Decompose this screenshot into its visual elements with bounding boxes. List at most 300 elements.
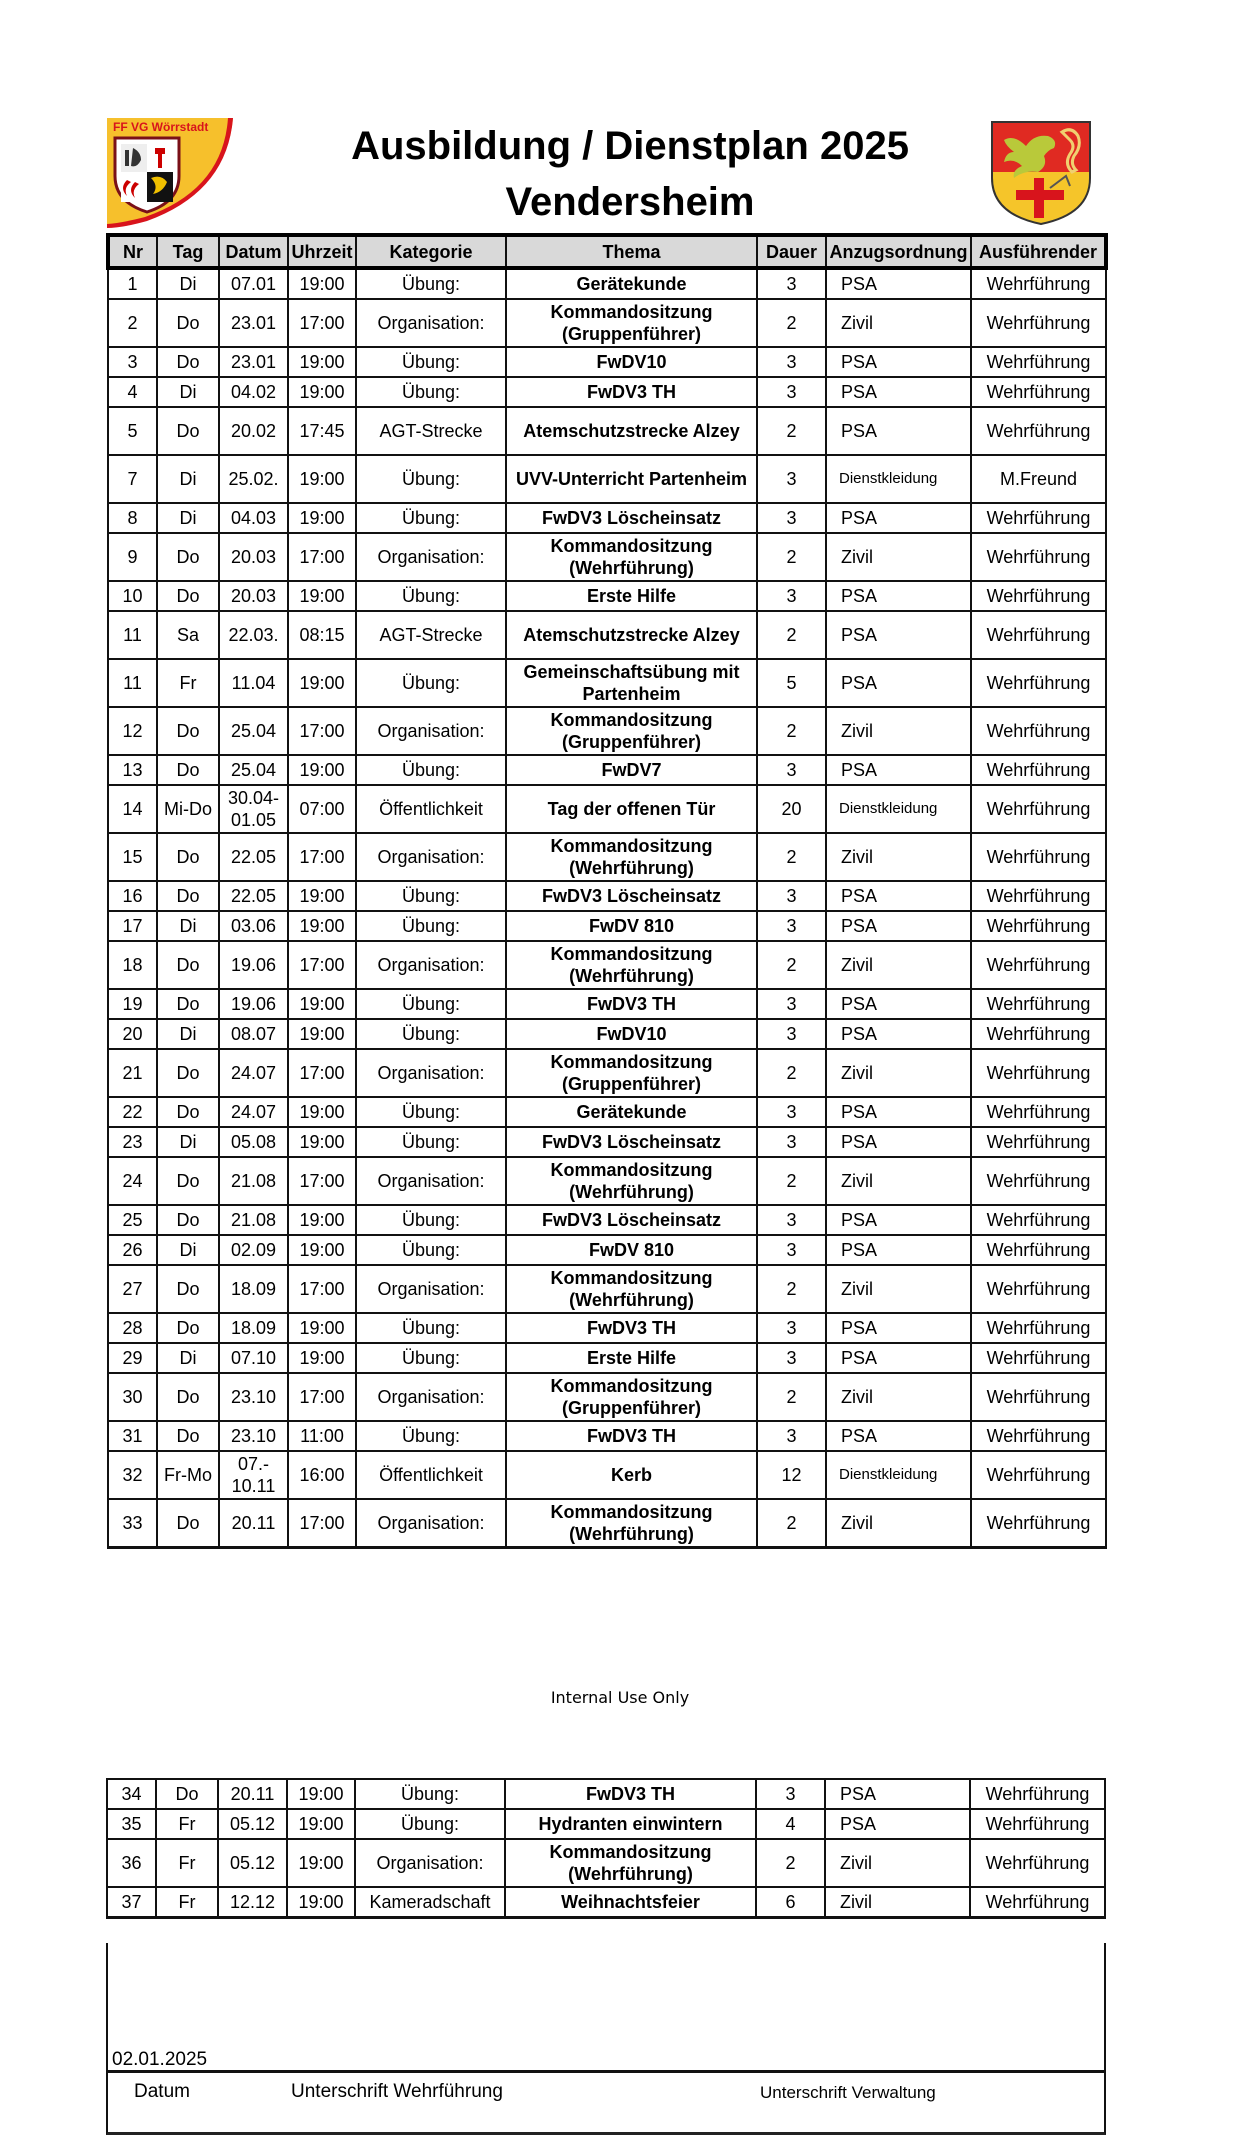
cell-tag: Do <box>157 1499 219 1548</box>
cell-dauer: 3 <box>757 1421 826 1451</box>
cell-ausfuehrender: Wehrführung <box>971 347 1106 377</box>
cell-datum: 07.10 <box>219 1343 288 1373</box>
cell-kategorie: Organisation: <box>356 1049 506 1097</box>
cell-ausfuehrender: Wehrführung <box>971 833 1106 881</box>
cell-datum: 19.06 <box>219 989 288 1019</box>
cell-uhrzeit: 19:00 <box>288 881 356 911</box>
cell-thema: FwDV3 TH <box>506 989 757 1019</box>
cell-nr: 9 <box>108 533 157 581</box>
cell-ausfuehrender: Wehrführung <box>971 941 1106 989</box>
cell-dauer: 2 <box>756 1839 825 1887</box>
cell-ausfuehrender: Wehrführung <box>971 1343 1106 1373</box>
schedule-table-continued <box>106 1778 1106 1919</box>
cell-nr: 8 <box>108 503 157 533</box>
cell-thema: Erste Hilfe <box>506 581 757 611</box>
cell-tag: Do <box>157 989 219 1019</box>
cell-kategorie: Übung: <box>356 1343 506 1373</box>
cell-ausfuehrender: Wehrführung <box>971 1097 1106 1127</box>
cell-ausfuehrender: Wehrführung <box>971 1127 1106 1157</box>
cell-anzugsordnung: Zivil <box>826 833 971 881</box>
cell-dauer: 3 <box>757 881 826 911</box>
cell-dauer: 3 <box>757 911 826 941</box>
cell-nr: 13 <box>108 755 157 785</box>
cell-nr: 31 <box>108 1421 157 1451</box>
cell-dauer: 2 <box>757 941 826 989</box>
cell-kategorie: Übung: <box>356 377 506 407</box>
cell-ausfuehrender: Wehrführung <box>971 1451 1106 1499</box>
cell-thema: FwDV3 TH <box>506 1421 757 1451</box>
cell-nr: 23 <box>108 1127 157 1157</box>
cell-uhrzeit: 19:00 <box>288 1235 356 1265</box>
cell-kategorie: Öffentlichkeit <box>356 1451 506 1499</box>
cell-datum: 20.11 <box>219 1499 288 1548</box>
cell-anzugsordnung: Zivil <box>826 1049 971 1097</box>
cell-uhrzeit: 17:00 <box>288 1373 356 1421</box>
cell-thema: Kommandositzung (Wehrführung) <box>506 941 757 989</box>
schedule-table-continued-body <box>107 1779 1105 1918</box>
cell-kategorie: Übung: <box>356 347 506 377</box>
table-row <box>108 1097 1106 1127</box>
table-row <box>108 1499 1106 1548</box>
cell-thema: FwDV3 Löscheinsatz <box>506 1127 757 1157</box>
cell-anzugsordnung: PSA <box>826 581 971 611</box>
cell-ausfuehrender: Wehrführung <box>971 1049 1106 1097</box>
cell-ausfuehrender: Wehrführung <box>971 503 1106 533</box>
cell-ausfuehrender: Wehrführung <box>971 611 1106 659</box>
cell-anzugsordnung: PSA <box>825 1809 970 1839</box>
cell-datum: 20.03 <box>219 581 288 611</box>
cell-dauer: 12 <box>757 1451 826 1499</box>
signature-line <box>108 2070 1104 2073</box>
cell-uhrzeit: 19:00 <box>288 347 356 377</box>
cell-datum: 11.04 <box>219 659 288 707</box>
cell-anzugsordnung: PSA <box>826 659 971 707</box>
cell-tag: Do <box>157 1421 219 1451</box>
cell-dauer: 20 <box>757 785 826 833</box>
cell-kategorie: Übung: <box>356 881 506 911</box>
cell-thema: Kommandositzung (Wehrführung) <box>506 833 757 881</box>
cell-anzugsordnung: Zivil <box>826 1373 971 1421</box>
column-header-datum: Datum <box>219 235 288 268</box>
cell-datum: 04.02 <box>219 377 288 407</box>
cell-thema: Kommandositzung (Wehrführung) <box>505 1839 756 1887</box>
cell-thema: FwDV7 <box>506 755 757 785</box>
cell-nr: 33 <box>108 1499 157 1548</box>
table-row <box>108 407 1106 455</box>
cell-uhrzeit: 19:00 <box>288 1313 356 1343</box>
cell-dauer: 2 <box>757 1265 826 1313</box>
cell-kategorie: Organisation: <box>356 941 506 989</box>
cell-dauer: 2 <box>757 611 826 659</box>
cell-dauer: 2 <box>757 1157 826 1205</box>
table-row <box>108 347 1106 377</box>
cell-dauer: 3 <box>757 347 826 377</box>
cell-tag: Fr <box>156 1887 218 1918</box>
cell-anzugsordnung: PSA <box>826 1313 971 1343</box>
cell-dauer: 2 <box>757 1373 826 1421</box>
cell-nr: 29 <box>108 1343 157 1373</box>
cell-datum: 23.01 <box>219 347 288 377</box>
cell-anzugsordnung: PSA <box>826 881 971 911</box>
cell-tag: Di <box>157 503 219 533</box>
cell-ausfuehrender: Wehrführung <box>970 1887 1105 1918</box>
cell-nr: 25 <box>108 1205 157 1235</box>
column-header-nr: Nr <box>108 235 157 268</box>
cell-uhrzeit: 17:00 <box>288 1499 356 1548</box>
cell-thema: Kommandositzung (Gruppenführer) <box>506 1373 757 1421</box>
cell-thema: FwDV3 Löscheinsatz <box>506 1205 757 1235</box>
cell-nr: 1 <box>108 268 157 299</box>
cell-kategorie: Organisation: <box>356 707 506 755</box>
cell-uhrzeit: 19:00 <box>288 989 356 1019</box>
cell-tag: Fr <box>156 1809 218 1839</box>
cell-tag: Do <box>157 707 219 755</box>
cell-nr: 14 <box>108 785 157 833</box>
cell-ausfuehrender: Wehrführung <box>971 1265 1106 1313</box>
cell-kategorie: Übung: <box>355 1809 505 1839</box>
cell-nr: 37 <box>107 1887 156 1918</box>
cell-kategorie: Organisation: <box>356 1265 506 1313</box>
cell-uhrzeit: 17:00 <box>288 1265 356 1313</box>
cell-ausfuehrender: Wehrführung <box>971 785 1106 833</box>
cell-ausfuehrender: Wehrführung <box>971 881 1106 911</box>
cell-tag: Sa <box>157 611 219 659</box>
cell-dauer: 3 <box>757 755 826 785</box>
column-header-kategorie: Kategorie <box>356 235 506 268</box>
cell-tag: Mi-Do <box>157 785 219 833</box>
cell-datum: 07.01 <box>219 268 288 299</box>
cell-datum: 05.12 <box>218 1839 287 1887</box>
cell-thema: Kommandositzung (Wehrführung) <box>506 1157 757 1205</box>
cell-kategorie: Organisation: <box>356 299 506 347</box>
cell-uhrzeit: 19:00 <box>287 1779 355 1809</box>
cell-dauer: 4 <box>756 1809 825 1839</box>
cell-anzugsordnung: PSA <box>826 377 971 407</box>
cell-anzugsordnung: PSA <box>826 1127 971 1157</box>
cell-uhrzeit: 17:45 <box>288 407 356 455</box>
cell-dauer: 2 <box>757 407 826 455</box>
cell-kategorie: Übung: <box>356 1313 506 1343</box>
cell-datum: 25.04 <box>219 707 288 755</box>
label-signature-verwaltung: Unterschrift Verwaltung <box>760 2083 936 2102</box>
table-row <box>108 1049 1106 1097</box>
cell-ausfuehrender: Wehrführung <box>971 911 1106 941</box>
cell-kategorie: Organisation: <box>356 833 506 881</box>
cell-dauer: 3 <box>757 1343 826 1373</box>
column-header-uhrzeit: Uhrzeit <box>288 235 356 268</box>
municipal-coat-of-arms <box>988 118 1098 228</box>
table-row <box>107 1839 1105 1887</box>
cell-datum: 21.08 <box>219 1157 288 1205</box>
cell-uhrzeit: 19:00 <box>288 1205 356 1235</box>
cell-datum: 18.09 <box>219 1313 288 1343</box>
cell-kategorie: Übung: <box>356 659 506 707</box>
table-row <box>108 1313 1106 1343</box>
cell-kategorie: Kameradschaft <box>355 1887 505 1918</box>
cell-thema: Gerätekunde <box>506 268 757 299</box>
cell-tag: Di <box>157 1019 219 1049</box>
cell-anzugsordnung: Zivil <box>826 1499 971 1548</box>
cell-ausfuehrender: Wehrführung <box>971 989 1106 1019</box>
column-header-thema: Thema <box>506 235 757 268</box>
cell-tag: Di <box>157 1235 219 1265</box>
cell-datum: 05.08 <box>219 1127 288 1157</box>
cell-tag: Do <box>157 1049 219 1097</box>
table-header-row <box>108 235 1106 268</box>
cell-uhrzeit: 19:00 <box>288 268 356 299</box>
cell-thema: Erste Hilfe <box>506 1343 757 1373</box>
cell-ausfuehrender: Wehrführung <box>970 1779 1105 1809</box>
table-row <box>108 659 1106 707</box>
cell-anzugsordnung: Zivil <box>826 1265 971 1313</box>
cell-uhrzeit: 17:00 <box>288 707 356 755</box>
cell-kategorie: Öffentlichkeit <box>356 785 506 833</box>
cell-dauer: 2 <box>757 299 826 347</box>
cell-uhrzeit: 19:00 <box>288 1127 356 1157</box>
table-row <box>108 707 1106 755</box>
cell-datum: 18.09 <box>219 1265 288 1313</box>
cell-kategorie: Übung: <box>356 581 506 611</box>
cell-ausfuehrender: Wehrführung <box>971 1157 1106 1205</box>
table-row <box>108 1421 1106 1451</box>
cell-dauer: 3 <box>757 989 826 1019</box>
cell-thema: Kommandositzung (Gruppenführer) <box>506 299 757 347</box>
cell-dauer: 3 <box>756 1779 825 1809</box>
column-header-tag: Tag <box>157 235 219 268</box>
cell-thema: Hydranten einwintern <box>505 1809 756 1839</box>
cell-kategorie: Übung: <box>356 503 506 533</box>
cell-kategorie: Übung: <box>356 1127 506 1157</box>
cell-anzugsordnung: PSA <box>826 1019 971 1049</box>
cell-uhrzeit: 17:00 <box>288 1157 356 1205</box>
cell-anzugsordnung: PSA <box>826 1205 971 1235</box>
cell-dauer: 2 <box>757 1499 826 1548</box>
cell-datum: 22.05 <box>219 881 288 911</box>
cell-kategorie: Übung: <box>356 268 506 299</box>
cell-nr: 15 <box>108 833 157 881</box>
cell-tag: Do <box>156 1779 218 1809</box>
cell-dauer: 5 <box>757 659 826 707</box>
cell-kategorie: Organisation: <box>356 1373 506 1421</box>
cell-nr: 10 <box>108 581 157 611</box>
cell-ausfuehrender: Wehrführung <box>971 299 1106 347</box>
cell-nr: 26 <box>108 1235 157 1265</box>
cell-tag: Do <box>157 1205 219 1235</box>
cell-ausfuehrender: Wehrführung <box>971 407 1106 455</box>
cell-datum: 08.07 <box>219 1019 288 1049</box>
cell-tag: Do <box>157 755 219 785</box>
cell-anzugsordnung: PSA <box>826 611 971 659</box>
table-row <box>108 1265 1106 1313</box>
cell-dauer: 3 <box>757 1235 826 1265</box>
table-row <box>108 455 1106 503</box>
cell-nr: 34 <box>107 1779 156 1809</box>
cell-thema: Kerb <box>506 1451 757 1499</box>
cell-uhrzeit: 19:00 <box>288 911 356 941</box>
table-row <box>108 1157 1106 1205</box>
schedule-table <box>106 233 1108 1549</box>
table-row <box>108 1343 1106 1373</box>
internal-use-note: Internal Use Only <box>550 1688 690 1707</box>
cell-tag: Fr-Mo <box>157 1451 219 1499</box>
cell-anzugsordnung: PSA <box>825 1779 970 1809</box>
cell-kategorie: Übung: <box>355 1779 505 1809</box>
cell-uhrzeit: 11:00 <box>288 1421 356 1451</box>
cell-ausfuehrender: Wehrführung <box>971 1235 1106 1265</box>
cell-ausfuehrender: Wehrführung <box>971 659 1106 707</box>
cell-datum: 07.- 10.11 <box>219 1451 288 1499</box>
cell-datum: 24.07 <box>219 1049 288 1097</box>
label-date: Datum <box>134 2081 190 2102</box>
cell-thema: Tag der offenen Tür <box>506 785 757 833</box>
cell-nr: 22 <box>108 1097 157 1127</box>
table-row <box>108 755 1106 785</box>
table-row <box>108 881 1106 911</box>
cell-ausfuehrender: Wehrführung <box>971 581 1106 611</box>
issue-date: 02.01.2025 <box>112 2049 208 2070</box>
cell-thema: FwDV3 TH <box>506 1313 757 1343</box>
cell-uhrzeit: 19:00 <box>288 659 356 707</box>
cell-kategorie: Organisation: <box>355 1839 505 1887</box>
cell-datum: 30.04- 01.05 <box>219 785 288 833</box>
cell-anzugsordnung: Dienstkleidung <box>826 785 971 833</box>
cell-uhrzeit: 19:00 <box>288 1019 356 1049</box>
column-header-dauer: Dauer <box>757 235 826 268</box>
cell-uhrzeit: 07:00 <box>288 785 356 833</box>
cell-kategorie: Übung: <box>356 1205 506 1235</box>
cell-dauer: 3 <box>757 455 826 503</box>
cell-nr: 16 <box>108 881 157 911</box>
fire-brigade-crest-icon <box>107 118 243 228</box>
cell-kategorie: Übung: <box>356 911 506 941</box>
cell-anzugsordnung: PSA <box>826 1421 971 1451</box>
table-row <box>108 611 1106 659</box>
cell-uhrzeit: 19:00 <box>287 1887 355 1918</box>
cell-tag: Do <box>157 1097 219 1127</box>
cell-anzugsordnung: PSA <box>826 347 971 377</box>
cell-thema: Weihnachtsfeier <box>505 1887 756 1918</box>
cell-thema: Gemeinschaftsübung mit Partenheim <box>506 659 757 707</box>
cell-dauer: 2 <box>757 533 826 581</box>
cell-anzugsordnung: PSA <box>826 1343 971 1373</box>
cell-ausfuehrender: Wehrführung <box>971 377 1106 407</box>
cell-ausfuehrender: Wehrführung <box>971 1019 1106 1049</box>
column-header-anzugsordnung: Anzugsordnung <box>826 235 971 268</box>
cell-datum: 25.02. <box>219 455 288 503</box>
cell-thema: Gerätekunde <box>506 1097 757 1127</box>
cell-datum: 12.12 <box>218 1887 287 1918</box>
cell-tag: Fr <box>157 659 219 707</box>
cell-anzugsordnung: PSA <box>826 503 971 533</box>
cell-nr: 7 <box>108 455 157 503</box>
cell-thema: FwDV10 <box>506 1019 757 1049</box>
cell-nr: 24 <box>108 1157 157 1205</box>
cell-dauer: 3 <box>757 268 826 299</box>
table-row <box>108 1373 1106 1421</box>
table-row <box>107 1809 1105 1839</box>
cell-thema: FwDV 810 <box>506 1235 757 1265</box>
cell-kategorie: Organisation: <box>356 533 506 581</box>
cell-thema: FwDV3 Löscheinsatz <box>506 503 757 533</box>
cell-dauer: 2 <box>757 1049 826 1097</box>
cell-tag: Do <box>157 833 219 881</box>
cell-nr: 21 <box>108 1049 157 1097</box>
cell-tag: Di <box>157 377 219 407</box>
table-row <box>108 1019 1106 1049</box>
cell-uhrzeit: 17:00 <box>288 941 356 989</box>
page-title: Ausbildung / Dienstplan 2025 <box>351 124 909 168</box>
cell-datum: 22.03. <box>219 611 288 659</box>
signature-box <box>106 1943 1106 2135</box>
cell-anzugsordnung: Zivil <box>826 299 971 347</box>
table-row <box>108 1451 1106 1499</box>
cell-thema: FwDV 810 <box>506 911 757 941</box>
cell-dauer: 2 <box>757 833 826 881</box>
cell-thema: Kommandositzung (Gruppenführer) <box>506 707 757 755</box>
cell-anzugsordnung: Zivil <box>826 941 971 989</box>
cell-thema: Atemschutzstrecke Alzey <box>506 407 757 455</box>
cell-uhrzeit: 16:00 <box>288 1451 356 1499</box>
cell-anzugsordnung: Zivil <box>826 707 971 755</box>
cell-datum: 23.10 <box>219 1421 288 1451</box>
cell-tag: Do <box>157 941 219 989</box>
cell-thema: FwDV3 Löscheinsatz <box>506 881 757 911</box>
cell-uhrzeit: 19:00 <box>288 581 356 611</box>
cell-dauer: 3 <box>757 377 826 407</box>
cell-uhrzeit: 17:00 <box>288 1049 356 1097</box>
cell-tag: Do <box>157 407 219 455</box>
cell-anzugsordnung: Dienstkleidung <box>826 455 971 503</box>
cell-kategorie: Übung: <box>356 455 506 503</box>
cell-nr: 36 <box>107 1839 156 1887</box>
table-row <box>108 503 1106 533</box>
cell-nr: 19 <box>108 989 157 1019</box>
cell-kategorie: Übung: <box>356 755 506 785</box>
cell-dauer: 3 <box>757 1019 826 1049</box>
cell-datum: 19.06 <box>219 941 288 989</box>
cell-datum: 05.12 <box>218 1809 287 1839</box>
cell-tag: Di <box>157 268 219 299</box>
cell-anzugsordnung: Zivil <box>825 1887 970 1918</box>
cell-anzugsordnung: PSA <box>826 1235 971 1265</box>
cell-tag: Do <box>157 1313 219 1343</box>
cell-uhrzeit: 17:00 <box>288 533 356 581</box>
cell-anzugsordnung: Dienstkleidung <box>826 1451 971 1499</box>
cell-kategorie: AGT-Strecke <box>356 611 506 659</box>
table-row <box>108 941 1106 989</box>
column-header-ausfuehrender: Ausführender <box>971 235 1106 268</box>
cell-nr: 18 <box>108 941 157 989</box>
cell-uhrzeit: 19:00 <box>288 1097 356 1127</box>
cell-tag: Di <box>157 911 219 941</box>
table-row <box>108 268 1106 299</box>
cell-anzugsordnung: PSA <box>826 755 971 785</box>
table-row <box>108 299 1106 347</box>
cell-nr: 30 <box>108 1373 157 1421</box>
cell-kategorie: Organisation: <box>356 1157 506 1205</box>
cell-datum: 24.07 <box>219 1097 288 1127</box>
table-row <box>108 581 1106 611</box>
cell-datum: 04.03 <box>219 503 288 533</box>
cell-datum: 03.06 <box>219 911 288 941</box>
table-row <box>108 533 1106 581</box>
cell-ausfuehrender: M.Freund <box>971 455 1106 503</box>
cell-nr: 4 <box>108 377 157 407</box>
cell-thema: Kommandositzung (Wehrführung) <box>506 1265 757 1313</box>
cell-nr: 27 <box>108 1265 157 1313</box>
cell-nr: 3 <box>108 347 157 377</box>
municipal-coat-of-arms-icon <box>988 118 1098 228</box>
